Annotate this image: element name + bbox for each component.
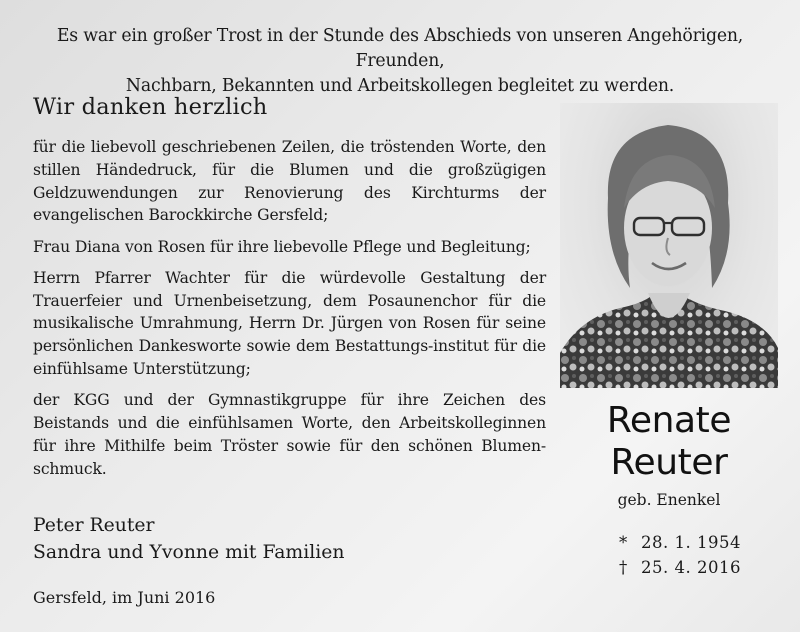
intro-line-1: Es war ein großer Trost in der Stunde des Abschieds von unseren Angehörigen, Freunden,	[56, 26, 744, 71]
place-and-date: Gersfeld, im Juni 2016	[33, 588, 216, 607]
birth-name: geb. Enenkel	[617, 491, 721, 509]
intro-text	[14, 24, 786, 99]
thanks-paragraph: für die liebevoll geschriebenen Zeilen, die tröstenden Worte, den stillen Händedruck, für die Blumen und die großzügigen Geldzuwendungen zur Renovierung des Kirchturms der evangelischen Barockkirche Gersfeld;	[33, 138, 546, 225]
signature	[33, 512, 344, 566]
star-icon: *	[619, 533, 628, 552]
deceased-first-name: Renate	[606, 400, 732, 441]
thanks-paragraph: Frau Diana von Rosen für ihre liebevolle Pflege und Begleitung;	[33, 237, 531, 256]
portrait-photo-icon	[560, 103, 778, 388]
birth-date: 28. 1. 1954	[641, 533, 741, 552]
deceased-last-name: Reuter	[610, 442, 728, 483]
thanks-body	[33, 136, 546, 489]
life-dates	[619, 530, 741, 580]
death-date: 25. 4. 2016	[641, 558, 741, 577]
signature-line-2: Sandra und Yvonne mit Familien	[33, 542, 345, 563]
deceased-name	[560, 400, 778, 484]
cross-icon: †	[619, 558, 628, 577]
birth-date-row	[619, 530, 741, 555]
death-date-row	[619, 555, 741, 580]
thanks-heading: Wir danken herzlich	[33, 94, 268, 120]
signature-line-1: Peter Reuter	[33, 515, 155, 536]
intro-line-2: Nachbarn, Bekannten und Arbeitskollegen begleitet zu werden.	[125, 76, 675, 96]
thanks-paragraph: der KGG und der Gymnastikgruppe für ihre Zeichen des Beistands und die einfühlsamen Worte, den Arbeitskolleginnen für ihre Mithilfe beim Tröster sowie für den schönen Blumen-schmuck.	[33, 391, 546, 478]
thanks-paragraph: Herrn Pfarrer Wachter für die würdevolle Gestaltung der Trauerfeier und Urnenbeisetzung, dem Posaunenchor für die musikalische Umrahmung, Herrn Dr. Jürgen von Rosen für seine persönlichen Dankesworte sowie dem Bestattungs-institut für die einfühlsame Unterstützung;	[33, 268, 546, 378]
portrait-photo	[560, 103, 778, 388]
